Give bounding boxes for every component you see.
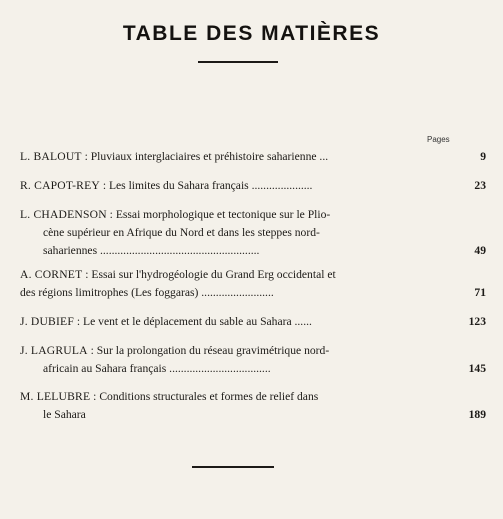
pages-column-label: Pages	[427, 135, 450, 144]
toc-line: R. CAPOT-REY : Les limites du Sahara français ..................... 23	[20, 177, 486, 195]
entry-title-line: des régions limitrophes (Les foggaras)	[20, 286, 199, 299]
entry-author: M. LELUBRE	[20, 390, 91, 403]
dot-leader: .........................	[198, 286, 274, 299]
toc-entry	[20, 266, 486, 302]
entry-title-line: Conditions structurales et formes de relief dans	[99, 390, 319, 403]
entry-author: J. LAGRULA	[20, 344, 88, 357]
entry-page: 9	[480, 150, 486, 163]
page-title: TABLE DES MATIÈRES	[122, 22, 381, 45]
entry-author: A. CORNET	[20, 268, 83, 281]
toc-entry	[20, 388, 486, 424]
toc-entry	[20, 177, 486, 195]
entry-author: L. BALOUT	[20, 150, 82, 163]
toc-entry	[20, 342, 486, 378]
toc-line	[20, 406, 486, 424]
dot-leader: ...	[316, 150, 329, 163]
entry-title-line: sahariennes	[43, 244, 98, 257]
entry-page: 123	[468, 315, 486, 328]
footer-rule	[192, 466, 274, 468]
toc-line	[20, 360, 486, 378]
entry-title-line: Sur la prolongation du réseau gravimétrique nord-	[96, 344, 330, 357]
entry-author: R. CAPOT-REY	[20, 179, 100, 192]
toc-line: M. LELUBRE : Conditions structurales et formes de relief dans	[20, 390, 319, 403]
entry-title-line: Essai morphologique et tectonique sur le Plio-	[115, 208, 331, 221]
toc-line: J. DUBIEF : Le vent et le déplacement du sable au Sahara ...... 123	[20, 313, 486, 331]
toc-line: J. LAGRULA : Sur la prolongation du réseau gravimétrique nord-	[20, 344, 330, 357]
entry-page: 145	[468, 362, 486, 375]
toc-line: L. CHADENSON : Essai morphologique et tectonique sur le Plio-	[20, 208, 331, 221]
entry-title-line: Essai sur l'hydrogéologie du Grand Erg occidental et	[91, 268, 336, 281]
entry-title-line: cène supérieur en Afrique du Nord et dans les steppes nord-	[43, 226, 320, 239]
entry-title-line: Le vent et le déplacement du sable au Sahara	[83, 315, 292, 328]
entry-page: 23	[474, 179, 486, 192]
entry-title-line: Pluviaux interglaciaires et préhistoire saharienne	[90, 150, 317, 163]
entry-title-line: Les limites du Sahara français	[108, 179, 249, 192]
dot-leader: .......................................................	[97, 244, 260, 257]
dot-leader: .....................	[248, 179, 313, 192]
toc-line: L. BALOUT : Pluviaux interglaciaires et préhistoire saharienne ... 9	[20, 148, 486, 166]
toc-entry	[20, 148, 486, 166]
entry-title-line: africain au Sahara français	[43, 362, 167, 375]
entry-author: L. CHADENSON	[20, 208, 107, 221]
toc-line	[20, 242, 486, 260]
entry-title-line: le Sahara	[43, 408, 86, 421]
entry-page: 189	[468, 408, 486, 421]
toc-line	[20, 284, 486, 302]
dot-leader: ...................................	[166, 362, 271, 375]
toc-line	[20, 224, 486, 242]
title-rule	[198, 61, 278, 63]
toc-line: A. CORNET : Essai sur l'hydrogéologie du Grand Erg occidental et	[20, 268, 336, 281]
entry-page: 71	[474, 286, 486, 299]
entry-page: 49	[474, 244, 486, 257]
entry-author: J. DUBIEF	[20, 315, 74, 328]
toc-entry	[20, 206, 486, 260]
dot-leader: ......	[291, 315, 312, 328]
toc-entry	[20, 313, 486, 331]
